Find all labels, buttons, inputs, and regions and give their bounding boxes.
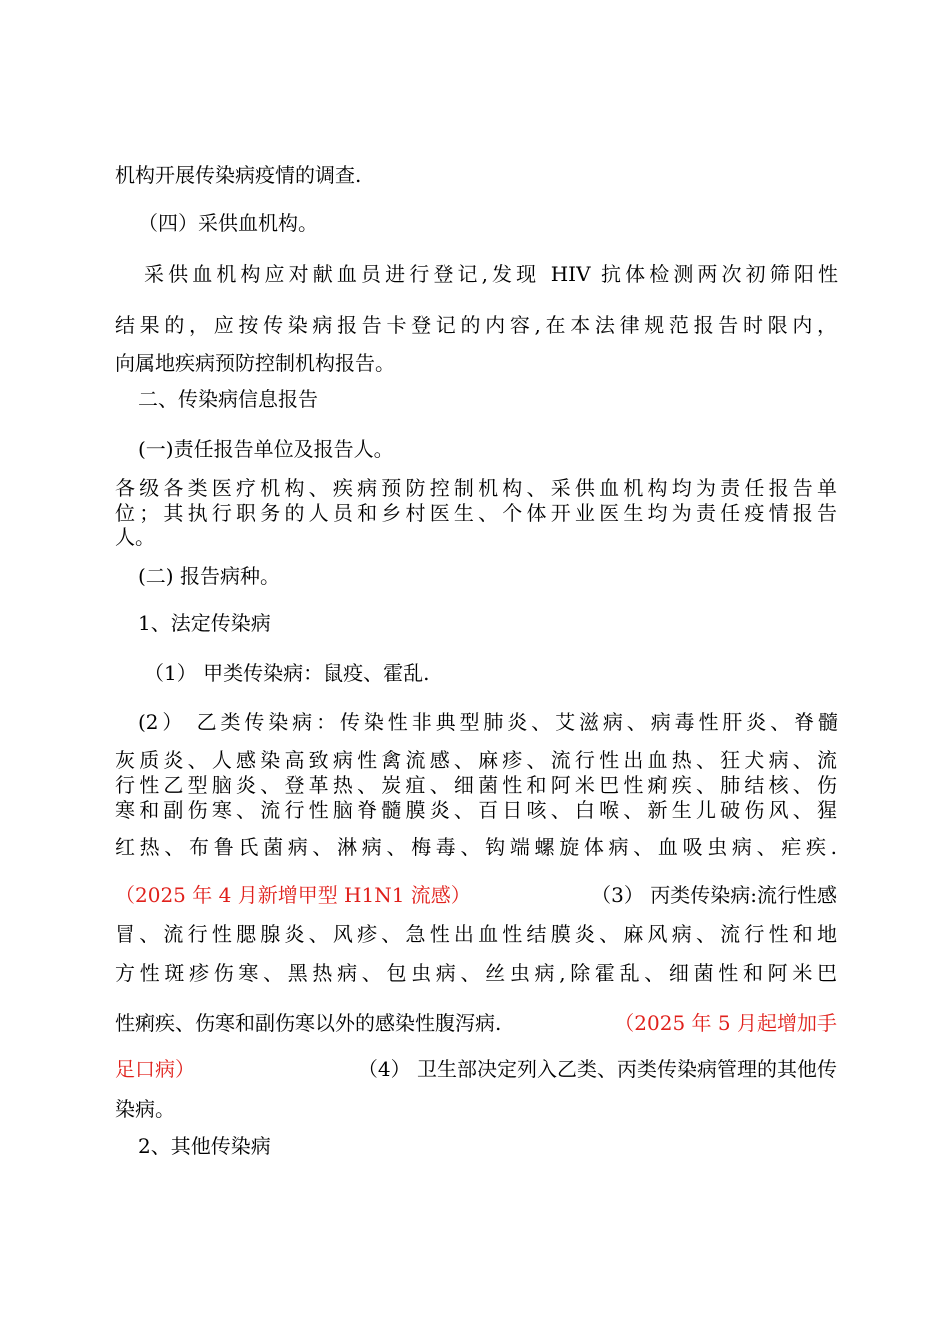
- paragraph-line: 方性斑疹伤寒、黑热病、包虫病、丝虫病,除霍乱、细菌性和阿米巴: [115, 961, 837, 985]
- highlight-note: （2025 年 5 月起增加手: [614, 1011, 837, 1035]
- section-heading: (二) 报告病种。: [138, 564, 280, 588]
- paragraph-line: 寒和副伤寒、流行性脑脊髓膜炎、百日咳、白喉、新生儿破伤风、猩: [115, 798, 837, 822]
- paragraph-line: 采供血机构应对献血员进行登记,发现 HIV 抗体检测两次初筛阳性: [144, 262, 838, 286]
- list-item: （1） 甲类传染病：鼠疫、霍乱.: [144, 661, 430, 685]
- section-heading: (一)责任报告单位及报告人。: [138, 437, 394, 461]
- section-heading: 2、其他传染病: [138, 1134, 271, 1158]
- paragraph-line: 向属地疾病预防控制机构报告。: [115, 351, 395, 375]
- highlight-note: 足口病）: [115, 1057, 195, 1081]
- section-heading: （四）采供血机构。: [138, 211, 318, 235]
- list-item: （3） 丙类传染病:流行性感: [591, 883, 837, 907]
- paragraph-line: 人。: [115, 525, 155, 549]
- paragraph-line: [115, 882, 837, 908]
- list-item: （4） 卫生部决定列入乙类、丙类传染病管理的其他传: [357, 1057, 837, 1081]
- paragraph-line: [115, 1010, 837, 1036]
- paragraph-line: 红热、布鲁氏菌病、淋病、梅毒、钩端螺旋体病、血吸虫病、疟疾.: [115, 835, 837, 859]
- paragraph-line: 冒、流行性腮腺炎、风疹、急性出血性结膜炎、麻风病、流行性和地: [115, 922, 837, 946]
- paragraph-line: 各级各类医疗机构、疾病预防控制机构、采供血机构均为责任报告单: [115, 476, 837, 500]
- section-heading: 1、法定传染病: [138, 611, 271, 635]
- paragraph-line: 位；其执行职务的人员和乡村医生、个体开业医生均为责任疫情报告: [115, 501, 837, 525]
- paragraph-line: [115, 1056, 837, 1082]
- paragraph-line: 结果的，应按传染病报告卡登记的内容,在本法律规范报告时限内，: [115, 313, 837, 337]
- paragraph-line: 机构开展传染病疫情的调查.: [115, 163, 362, 187]
- list-item: (2） 乙类传染病：传染性非典型肺炎、艾滋病、病毒性肝炎、脊髓: [138, 710, 838, 734]
- section-heading: 二、传染病信息报告: [138, 387, 318, 411]
- paragraph-text: 性痢疾、伤寒和副伤寒以外的感染性腹泻病.: [115, 1011, 502, 1035]
- paragraph-line: 行性乙型脑炎、登革热、炭疽、细菌性和阿米巴性痢疾、肺结核、伤: [115, 773, 837, 797]
- highlight-note: （2025 年 4 月新增甲型 H1N1 流感）: [115, 883, 471, 907]
- paragraph-line: 染病。: [115, 1097, 175, 1121]
- paragraph-line: 灰质炎、人感染高致病性禽流感、麻疹、流行性出血热、狂犬病、流: [115, 748, 837, 772]
